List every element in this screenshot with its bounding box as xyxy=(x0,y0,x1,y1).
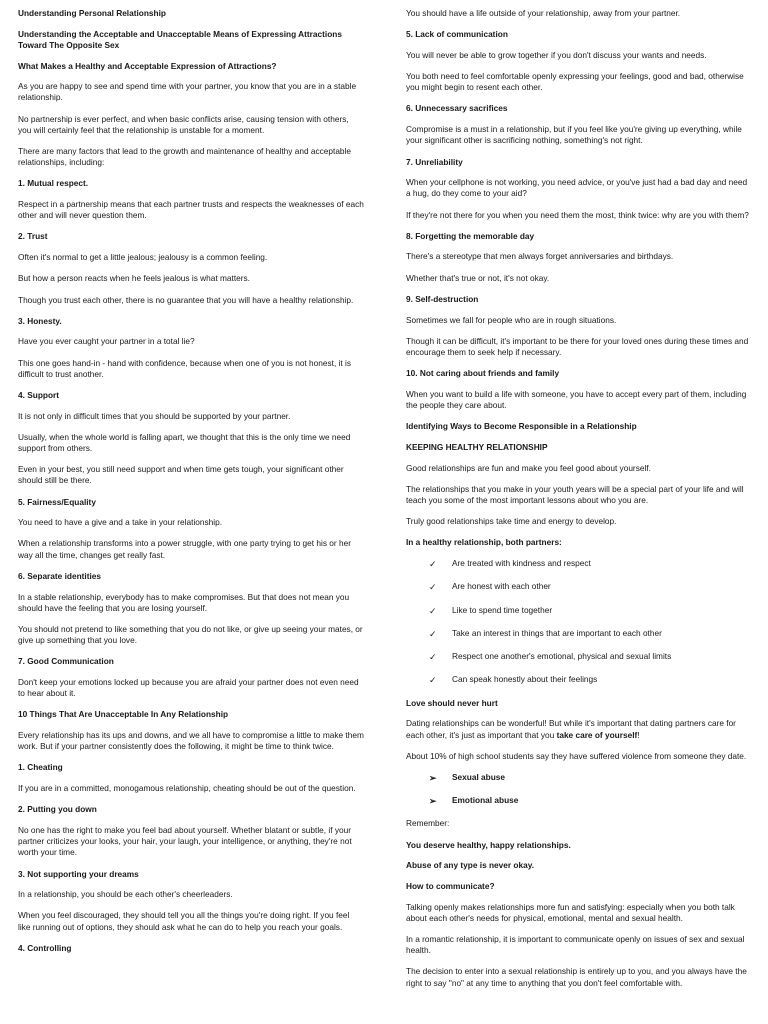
paragraph: Though you trust each other, there is no guarantee that you will have a healthy relationship. xyxy=(18,294,354,305)
paragraph: About 10% of high school students say they have suffered violence from someone they date. xyxy=(406,750,747,761)
heading-7-good-communication: 7. Good Communication xyxy=(18,656,114,667)
checkmark-icon: ✓ xyxy=(429,558,437,569)
paragraph xyxy=(406,718,752,740)
heading-in-a-healthy-relationship-both-partners: In a healthy relationship, both partners: xyxy=(406,537,562,548)
checkmark-icon: ✓ xyxy=(429,628,437,639)
list-item-text: Are treated with kindness and respect xyxy=(452,557,591,568)
heading-9-self-destruction: 9. Self-destruction xyxy=(406,293,479,304)
paragraph: If they're not there for you when you need them the most, think twice: why are you with them? xyxy=(406,209,749,220)
paragraph: The relationships that you make in your youth years will be a special part of your life and will teach you some of the most important lessons about who you are. xyxy=(406,483,744,505)
list-item-text: Can speak honestly about their feelings xyxy=(452,674,598,685)
paragraph: When you want to build a life with someone, you have to accept every part of them, including the people they care about. xyxy=(406,388,747,410)
paragraph: Truly good relationships take time and energy to develop. xyxy=(406,516,617,527)
heading-3-honesty: 3. Honesty. xyxy=(18,315,62,326)
list-item-text: Emotional abuse xyxy=(452,795,519,806)
checkmark-icon: ✓ xyxy=(429,652,437,663)
list-item xyxy=(406,605,752,616)
paragraph: No partnership is ever perfect, and when basic conflicts arise, causing tension with others, you will certainly feel that the relationship is unstable for a moment. xyxy=(18,113,349,135)
heading-6-unnecessary-sacrifices: 6. Unnecessary sacrifices xyxy=(406,103,508,114)
paragraph: There's a stereotype that men always forget anniversaries and birthdays. xyxy=(406,251,674,262)
paragraph: Remember: xyxy=(406,818,450,829)
list-item xyxy=(406,674,752,685)
paragraph: Compromise is a must in a relationship, but if you feel like you're giving up everything, while your significant other is sacrificing nothing, something's not right. xyxy=(406,124,742,146)
paragraph: You should have a life outside of your relationship, away from your partner. xyxy=(406,8,681,18)
list-item xyxy=(406,772,752,783)
checkmark-list xyxy=(406,558,752,686)
paragraph: Respect in a partnership means that each partner trusts and respects the weaknesses of each other and will never question them. xyxy=(18,199,364,221)
heading-1-mutual-respect: 1. Mutual respect. xyxy=(18,178,89,189)
heading-understanding-personal-relationship: Understanding Personal Relationship xyxy=(18,8,166,18)
checkmark-icon: ✓ xyxy=(429,605,437,616)
paragraph: The decision to enter into a sexual relationship is entirely up to you, and you always have the right to say "no" at any time to anything that you don't feel comfortable with. xyxy=(406,966,747,988)
paragraph: There are many factors that lead to the growth and maintenance of healthy and acceptable relationships, including: xyxy=(18,146,352,168)
heading-understanding-the-acceptable-and-unaccep: Understanding the Acceptable and Unacceptable Means of Expressing Attractions Toward The Opposite Sex xyxy=(18,28,342,50)
heading-6-separate-identities: 6. Separate identities xyxy=(18,570,102,581)
list-item-text: Respect one another's emotional, physical and sexual limits xyxy=(452,651,672,662)
paragraph: Often it's normal to get a little jealous; jealousy is a common feeling. xyxy=(18,252,268,263)
paragraph: Though it can be difficult, it's important to be there for your loved ones during these times and encourage them to seek help if necessary. xyxy=(406,335,749,357)
heading-keeping-healthy-relationship: KEEPING HEALTHY RELATIONSHIP xyxy=(406,441,548,452)
paragraph: You should not pretend to like something that you do not like, or give up seeing your mates, or give up something that you love. xyxy=(18,623,363,646)
paragraph: Sometimes we fall for people who are in rough situations. xyxy=(406,314,617,325)
paragraph: It is not only in difficult times that you should be supported by your partner. xyxy=(18,410,291,421)
paragraph: In a stable relationship, everybody has to make compromises. But that does not mean you should have the feeling that you are losing yourself. xyxy=(18,591,350,613)
paragraph: Good relationships are fun and make you feel good about yourself. xyxy=(406,462,651,473)
heading-8-forgetting-the-memorable-day: 8. Forgetting the memorable day xyxy=(406,230,535,241)
arrow-bullet-icon: ➢ xyxy=(429,796,437,807)
paragraph: When your cellphone is not working, you need advice, or you've just had a bad day and need a hug, do they come to your aid? xyxy=(406,177,748,199)
paragraph: You will never be able to grow together if you don't discuss your wants and needs. xyxy=(406,49,707,60)
list-item-text: Like to spend time together xyxy=(452,604,553,615)
list-item-text: Sexual abuse xyxy=(452,771,506,782)
paragraph: Usually, when the whole world is falling apart, we thought that this is the only time we need support from others. xyxy=(18,431,351,453)
heading-5-fairness-equality: 5. Fairness/Equality xyxy=(18,496,96,507)
arrow-bullet-list xyxy=(406,772,752,806)
heading-5-lack-of-communication: 5. Lack of communication xyxy=(406,29,508,40)
list-item xyxy=(406,558,752,569)
paragraph: In a romantic relationship, it is important to communicate openly on issues of sex and sexual health. xyxy=(406,934,745,956)
list-item xyxy=(406,795,752,806)
paragraph: This one goes hand-in - hand with confidence, because when one of you is not honest, it is difficult to trust another. xyxy=(18,357,352,379)
heading-4-support: 4. Support xyxy=(18,389,60,400)
left-column xyxy=(18,8,364,963)
heading-4-controlling: 4. Controlling xyxy=(18,942,72,953)
paragraph: In a relationship, you should be each other's cheerleaders. xyxy=(18,889,233,900)
paragraph-text-end: ! xyxy=(637,729,640,740)
heading-2-putting-you-down: 2. Putting you down xyxy=(18,804,97,815)
heading-identifying-ways-to-become-responsible-i: Identifying Ways to Become Responsible in a Relationship xyxy=(406,421,637,432)
paragraph: When you feel discouraged, they should tell you all the things you're doing right. If you feel like running out of options, they should ask what he can do to help you reach your goals. xyxy=(18,910,350,932)
paragraph: If you are in a committed, monogamous relationship, cheating should be out of the question. xyxy=(18,783,356,794)
heading-7-unreliability: 7. Unreliability xyxy=(406,156,463,167)
list-item-text: Are honest with each other xyxy=(452,581,551,592)
heading-1-cheating: 1. Cheating xyxy=(18,762,63,773)
heading-10-not-caring-about-friends-and-family: 10. Not caring about friends and family xyxy=(406,368,560,379)
heading-what-makes-a-healthy-and-acceptable-expr: What Makes a Healthy and Acceptable Expression of Attractions? xyxy=(18,60,277,71)
paragraph: As you are happy to see and spend time with your partner, you know that you are in a stable relationship. xyxy=(18,81,357,103)
heading-how-to-communicate: How to communicate? xyxy=(406,881,495,891)
paragraph: Have you ever caught your partner in a total lie? xyxy=(18,336,195,347)
paragraph: Whether that's true or not, it's not okay. xyxy=(406,272,550,283)
arrow-bullet-icon: ➢ xyxy=(429,772,437,783)
list-item xyxy=(406,651,752,662)
list-item-text: Take an interest in things that are important to each other xyxy=(452,627,662,638)
list-item xyxy=(406,628,752,639)
heading-10-things-that-are-unacceptable-in-any-r: 10 Things That Are Unacceptable In Any Relationship xyxy=(18,709,229,720)
heading-abuse-of-any-type-is-never-okay: Abuse of any type is never okay. xyxy=(406,860,535,871)
paragraph: Don't keep your emotions locked up because you are afraid your partner does not even need to hear about it. xyxy=(18,676,359,699)
heading-2-trust: 2. Trust xyxy=(18,231,48,242)
right-column xyxy=(406,8,752,999)
heading-love-should-never-hurt: Love should never hurt xyxy=(406,697,498,708)
list-item xyxy=(406,581,752,592)
paragraph: Even in your best, you still need support and when time gets tough, your significant other should still be there. xyxy=(18,464,344,486)
paragraph-text: Dating relationships can be wonderful! But while it's important that dating partners care for each other, it's just as important that you xyxy=(406,718,736,740)
heading-you-deserve-healthy-happy-relationships: You deserve healthy, happy relationships. xyxy=(406,839,571,850)
paragraph: When a relationship transforms into a power struggle, with one party trying to get his or her way all the time, changes get really fast. xyxy=(18,538,351,560)
checkmark-icon: ✓ xyxy=(429,582,437,593)
paragraph: No one has the right to make you feel bad about yourself. Whether blatant or subtle, if your partner criticizes your looks, your hair, your laugh, your intelligence, or anything, they're not worth your time. xyxy=(18,824,352,858)
paragraph: You both need to feel comfortable openly expressing your feelings, good and bad, otherwise you might begin to resent each other. xyxy=(406,71,744,93)
checkmark-icon: ✓ xyxy=(429,675,437,686)
paragraph: Every relationship has its ups and downs, and we all have to compromise a little to make them work. But if your partner consistently does the following, it might be time to think twice. xyxy=(18,730,364,752)
emphasis-text: take care of yourself xyxy=(556,729,638,740)
paragraph: You need to have a give and a take in your relationship. xyxy=(18,517,223,528)
paragraph: But how a person reacts when he feels jealous is what matters. xyxy=(18,273,250,284)
heading-3-not-supporting-your-dreams: 3. Not supporting your dreams xyxy=(18,868,139,879)
paragraph: Talking openly makes relationships more fun and satisfying: especially when you both talk about each other's needs for physical, emotional, mental and sexual health. xyxy=(406,901,735,923)
